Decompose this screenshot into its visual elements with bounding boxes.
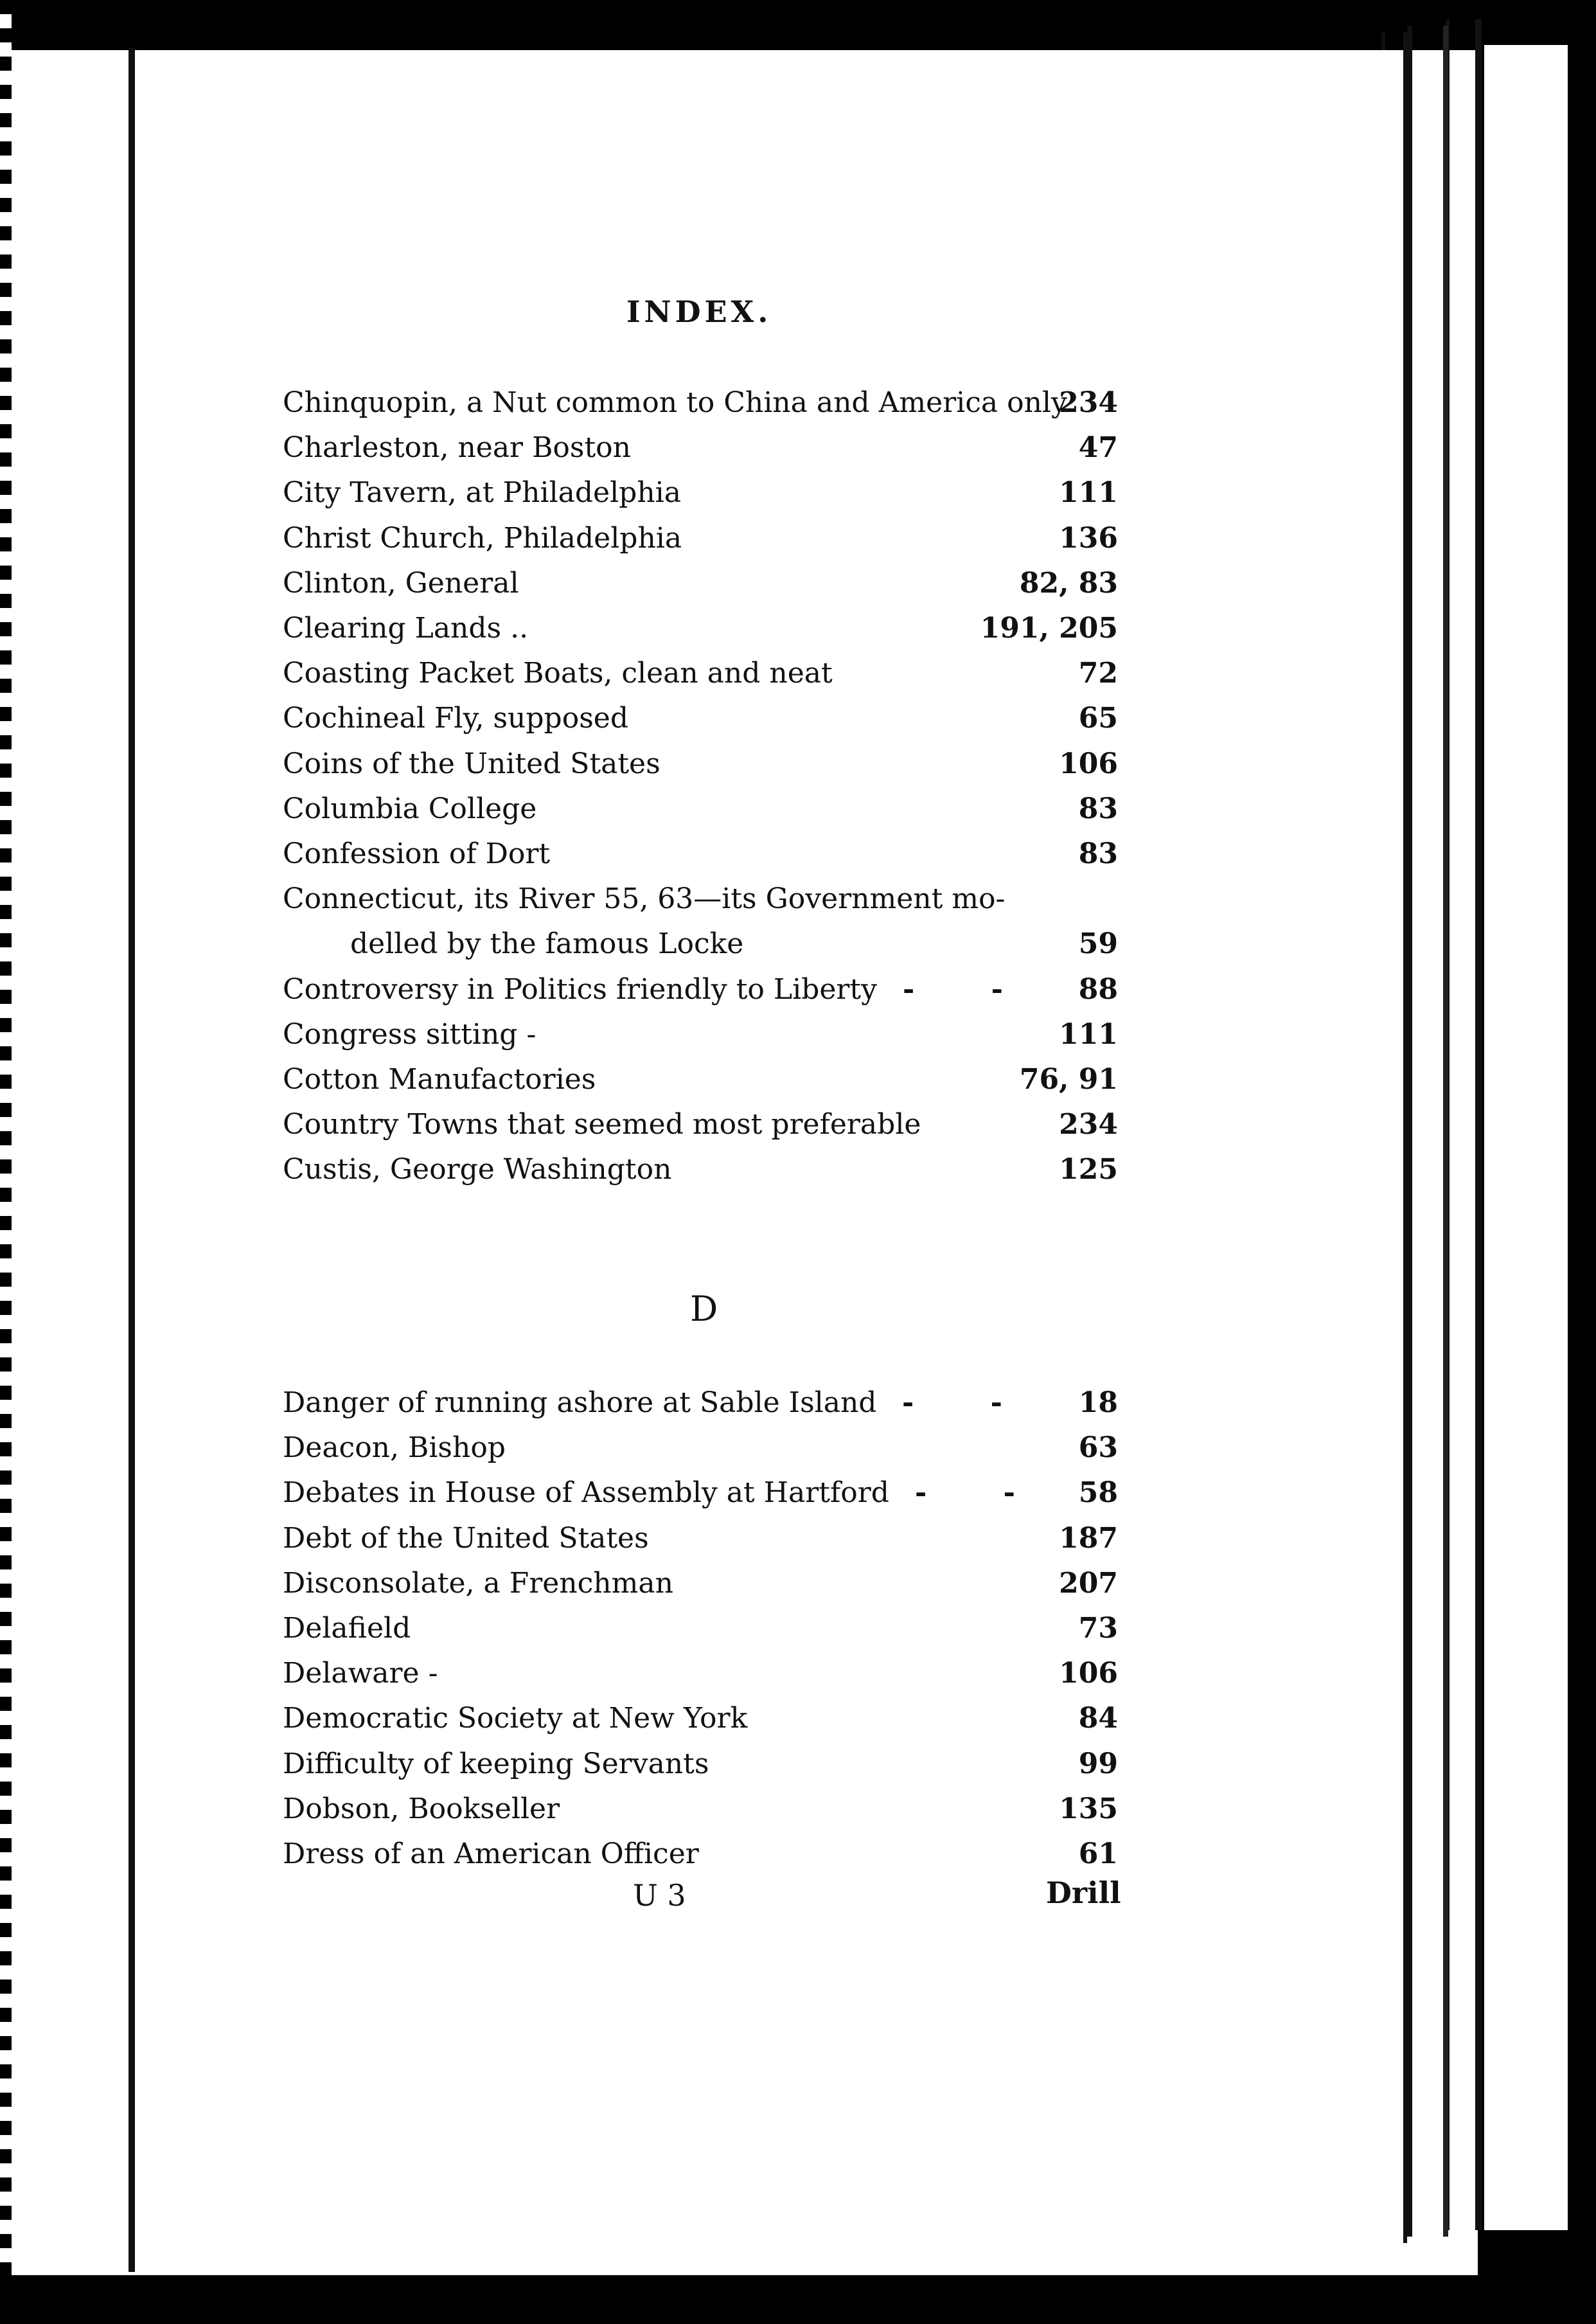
index-term: Custis, George Washington [283,1153,672,1186]
dot-leader: - - [915,1476,1049,1510]
dot-leader: - - [902,1386,1036,1419]
index-term: Coins of the United States [283,747,661,780]
index-entry [283,1381,1118,1426]
scan-bottom-border [0,2275,1596,2324]
index-term: delled by the famous Locke [350,927,744,961]
index-entry [283,1742,1118,1787]
page-reference: 88 [1078,972,1118,1006]
index-entry [283,1426,1118,1470]
index-entry [283,1057,1118,1102]
index-term: Chinquopin, a Nut common to China and America only [283,386,1067,419]
index-entry [283,380,1118,425]
page-reference: 106 [1059,747,1118,780]
page-reference: 234 [1059,386,1118,419]
page-edge-3 [1446,19,1482,2230]
index-entry [283,787,1118,832]
index-term: Difficulty of keeping Servants [283,1747,709,1780]
page-reference: 125 [1059,1153,1118,1186]
page-reference: 83 [1078,792,1118,825]
index-term: Confession of Dort [283,837,551,870]
index-entry [283,1696,1118,1741]
page-reference: 136 [1059,521,1118,555]
page-reference: 61 [1078,1837,1118,1870]
index-entry [283,742,1118,787]
index-entry [283,1470,1118,1515]
page-reference: 234 [1059,1108,1118,1141]
index-term: Country Towns that seemed most preferable [283,1108,921,1141]
index-term: Cotton Manufactories [283,1063,596,1096]
page-reference: 58 [1078,1476,1118,1510]
page-reference: 191, 205 [980,612,1118,645]
index-term: Congress sitting - [283,1017,536,1051]
page-reference: 63 [1078,1431,1118,1465]
page-reference: 84 [1078,1702,1118,1735]
index-term: City Tavern, at Philadelphia [283,476,681,510]
index-entry [283,425,1118,470]
index-term: Dobson, Bookseller [283,1792,560,1825]
index-term: Christ Church, Philadelphia [283,521,682,555]
facing-page-edge [0,48,135,2272]
index-entry [283,606,1118,651]
index-entry [283,877,1118,922]
index-entry [283,470,1118,515]
index-term: Deacon, Bishop [283,1431,506,1465]
index-entry [283,1516,1118,1561]
page-reference: 82, 83 [1019,566,1118,600]
page-reference: 47 [1078,431,1118,465]
index-entry [283,1012,1118,1057]
page-stack-edge [1478,45,1575,2230]
page-reference: 83 [1078,837,1118,870]
index-term: Clinton, General [283,566,519,600]
index-term: Disconsolate, a Frenchman [283,1566,673,1600]
index-entry [283,1787,1118,1832]
index-term: Clearing Lands .. [283,612,529,645]
index-term: Coasting Packet Boats, clean and neat [283,657,833,690]
index-entry [283,832,1118,877]
page-reference: 18 [1078,1386,1118,1419]
page-reference: 76, 91 [1019,1063,1118,1096]
index-term: Cochineal Fly, supposed [283,702,628,735]
page-reference: 59 [1078,927,1118,961]
dot-leader: - - [903,972,1036,1006]
index-entry [283,1606,1118,1651]
index-term: Debates in House of Assembly at Hartford [283,1476,889,1510]
page-edge-2 [1407,26,1448,2237]
page-reference: 135 [1059,1792,1118,1825]
page-reference: 73 [1078,1612,1118,1645]
signature-mark: U 3 [633,1878,686,1913]
index-term: Delaware - [283,1657,438,1690]
page-reference: 65 [1078,702,1118,735]
index-term: Debt of the United States [283,1521,649,1555]
index-term: Delafield [283,1612,411,1645]
section-letter: D [690,1289,718,1329]
scan-top-border [0,0,1596,50]
index-entry [283,516,1118,561]
running-head: INDEX. [626,294,772,329]
index-entry [283,1147,1118,1192]
index-entry [283,922,1118,967]
index-term: Democratic Society at New York [283,1702,748,1735]
page-reference: 111 [1059,1017,1118,1051]
index-entry [283,1102,1118,1147]
index-term: Controversy in Politics friendly to Liberty [283,972,877,1006]
index-entry [283,561,1118,606]
index-term: Columbia College [283,792,537,825]
page-reference: 187 [1059,1521,1118,1555]
index-term: Danger of running ashore at Sable Island [283,1386,877,1419]
index-entry [283,1561,1118,1606]
index-term: Dress of an American Officer [283,1837,699,1870]
index-entry [283,651,1118,696]
index-entry [283,1832,1118,1877]
page-reference: 207 [1059,1566,1118,1600]
index-entry [283,1651,1118,1696]
page-reference: 106 [1059,1657,1118,1690]
page-reference: 72 [1078,657,1118,690]
index-term: Charleston, near Boston [283,431,631,465]
index-entry [283,967,1118,1012]
page-reference: 99 [1078,1747,1118,1780]
page-reference: 111 [1059,476,1118,510]
index-entry [283,696,1118,741]
catchword: Drill [1046,1875,1121,1910]
index-term: Connecticut, its River 55, 63—its Government mo- [283,882,1006,916]
